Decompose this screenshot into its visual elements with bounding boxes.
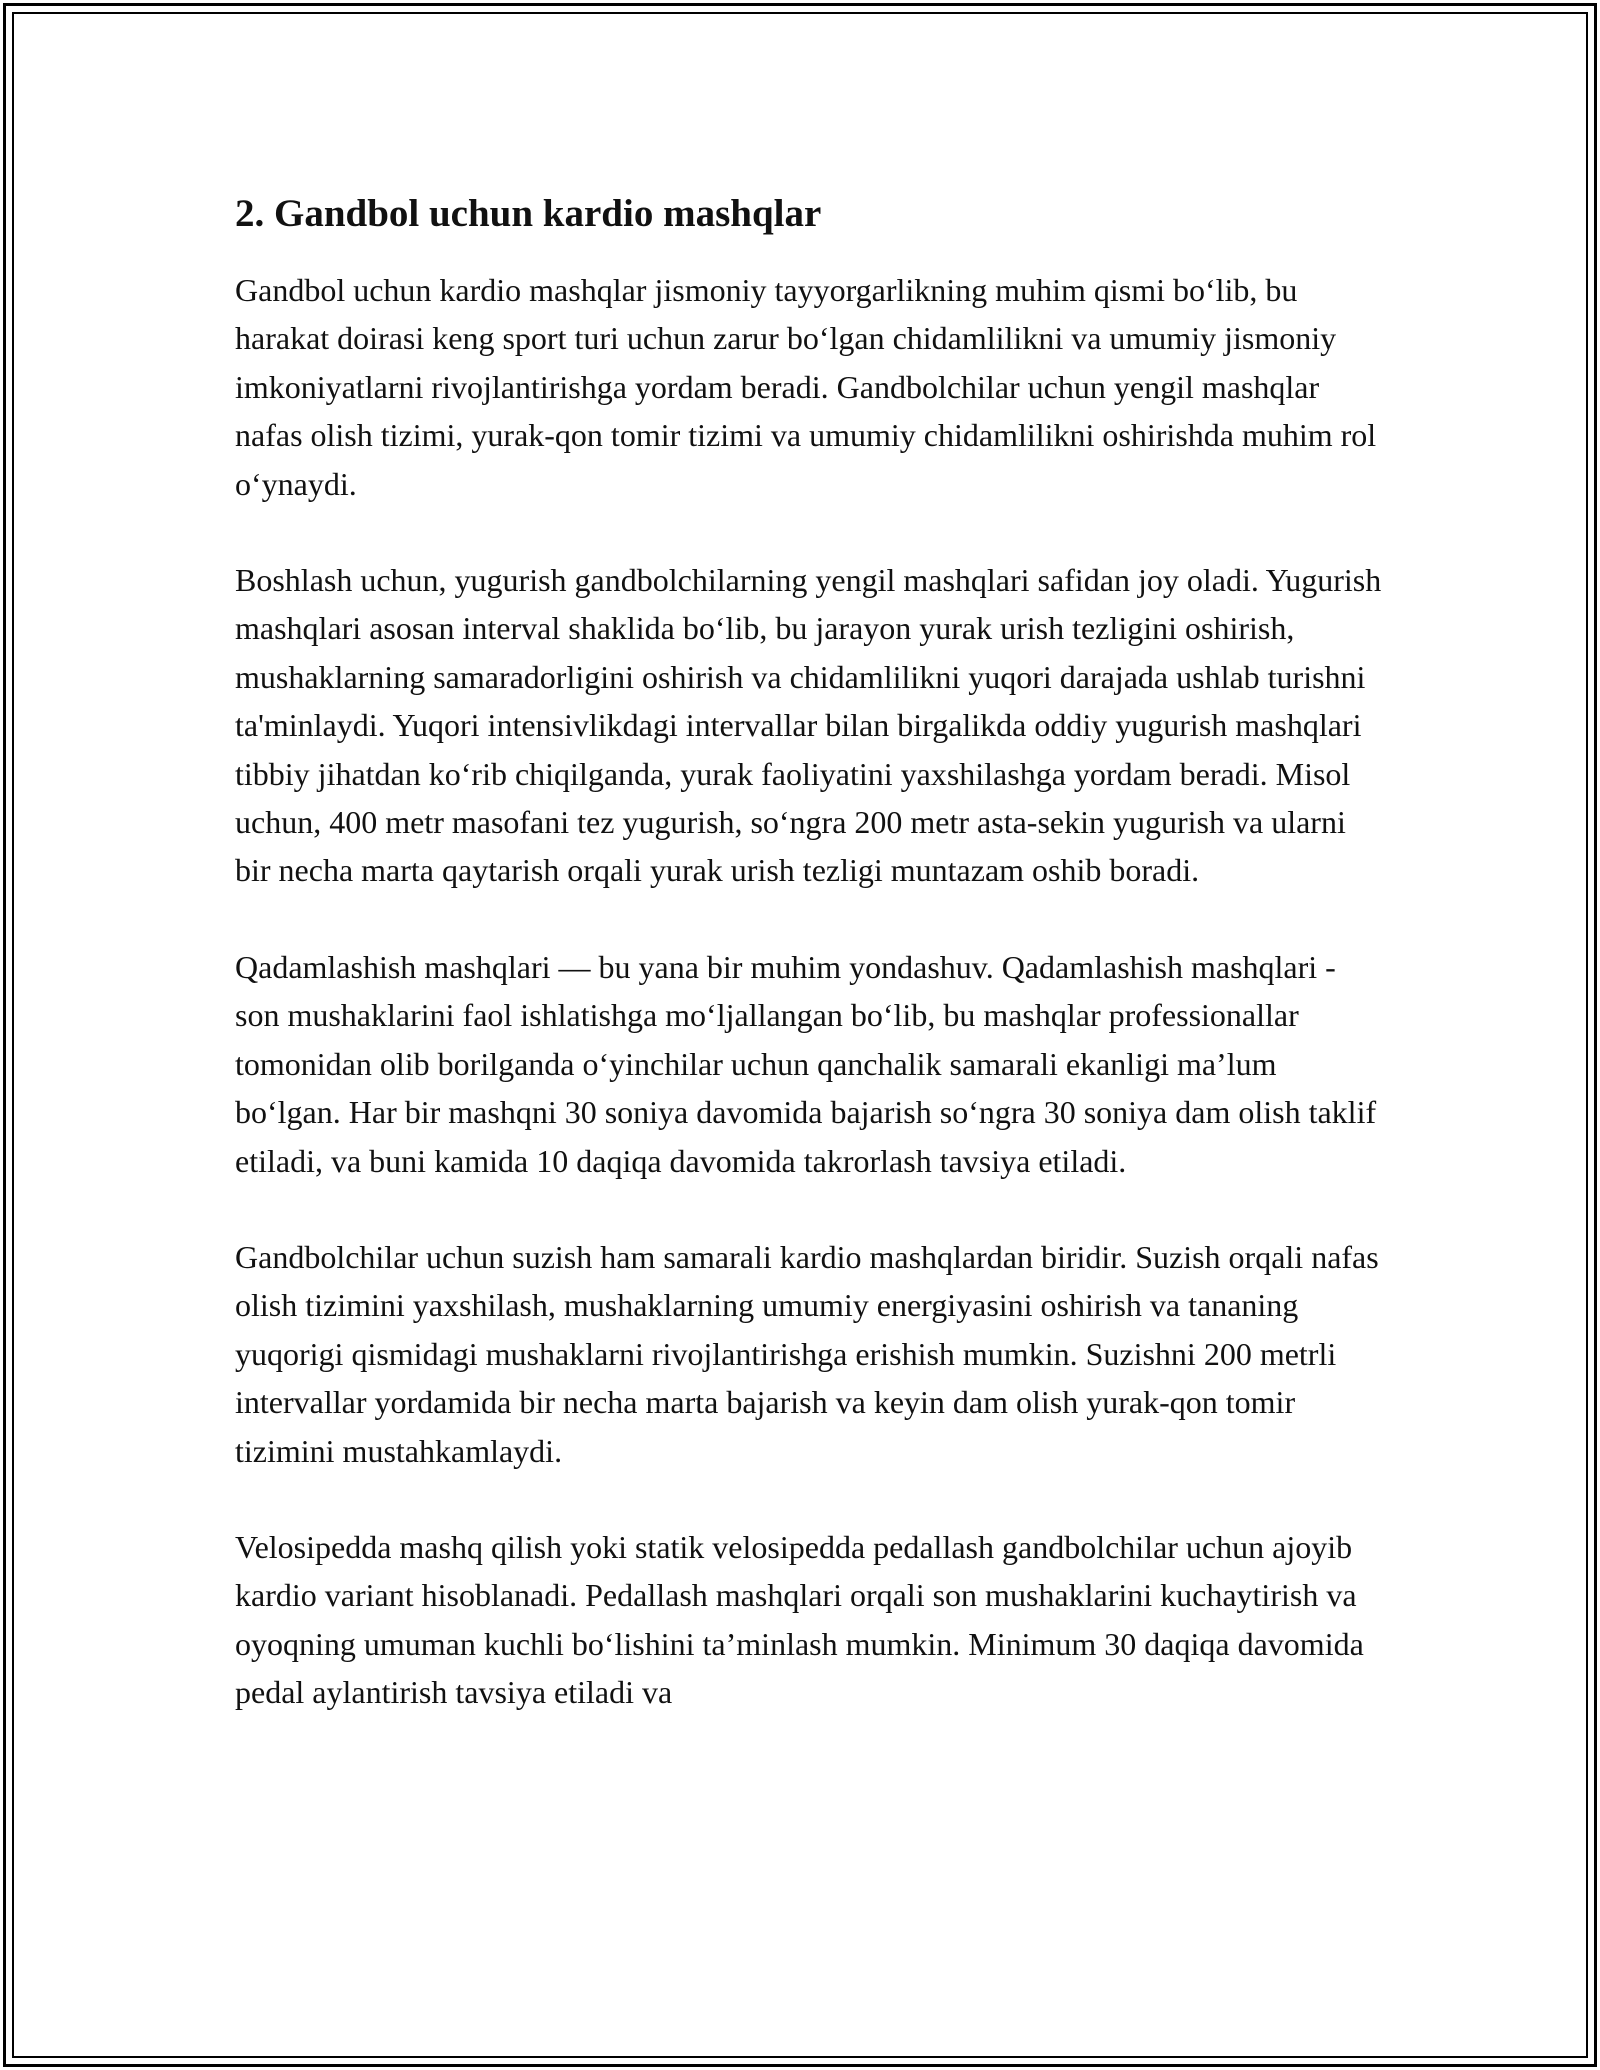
paragraph-intro: Gandbol uchun kardio mashqlar jismoniy tayyorgarlikning muhim qismi bo‘lib, bu harakat doirasi keng sport turi uchun zarur bo‘lgan chidamlilikni va umumiy jismoniy imkoniyatlarni rivojlantirishga yordam beradi. Gandbolchilar uchun yengil mashqlar nafas olish tizimi, yurak-qon tomir tizimi va umumiy chidamlilikni oshirishda muhim rol o‘ynaydi. [235, 272, 1377, 502]
document-body [235, 188, 1385, 1765]
paragraph-running: Boshlash uchun, yugurish gandbolchilarning yengil mashqlari safidan joy oladi. Yugurish mashqlari asosan interval shaklida bo‘lib, bu jarayon yurak urish tezligini oshirish, mushaklarning samaradorligini oshirish va chidamlilikni yuqori darajada ushlab turishni ta'minlaydi. Yuqori intensivlikdagi intervallar bilan birgalikda oddiy yugurish mashqlari tibbiy jihatdan ko‘rib chiqilganda, yurak faoliyatini yaxshilashga yordam beradi. Misol uchun, 400 metr masofani tez yugurish, so‘ngra 200 metr asta-sekin yugurish va ularni bir necha marta qaytarish orqali yurak urish tezligi muntazam oshib boradi. [235, 562, 1382, 889]
paragraph-swimming: Gandbolchilar uchun suzish ham samarali kardio mashqlardan biridir. Suzish orqali nafas olish tizimini yaxshilash, mushaklarning umumiy energiyasini oshirish va tananing yuqorigi qismidagi mushaklarni rivojlantirishga erishish mumkin. Suzishni 200 metrli intervallar yordamida bir necha marta bajarish va keyin dam olish yurak-qon tomir tizimini mustahkamlaydi. [235, 1238, 1379, 1469]
paragraph-cycling: Velosipedda mashq qilish yoki statik velosipedda pedallash gandbolchilar uchun ajoyib kardio variant hisoblanadi. Pedallash mashqlari orqali son mushaklarini kuchaytirish va oyoqning umuman kuchli bo‘lishini ta’minlash mumkin. Minimum 30 daqiqa davomida pedal aylantirish tavsiya etiladi va [235, 1528, 1364, 1711]
section-heading: 2. Gandbol uchun kardio mashqlar [235, 192, 822, 235]
paragraph-stepping: Qadamlashish mashqlari — bu yana bir muhim yondashuv. Qadamlashish mashqlari - son mushaklarini faol ishlatishga mo‘ljallangan bo‘lib, bu mashqlar professionallar tomonidan olib borilganda o‘yinchilar uchun qanchalik samarali ekanligi ma’lum bo‘lgan. Har bir mashqni 30 soniya davomida bajarish so‘ngra 30 soniya dam olish taklif etiladi, va buni kamida 10 daqiqa davomida takrorlash tavsiya etiladi. [235, 948, 1377, 1179]
